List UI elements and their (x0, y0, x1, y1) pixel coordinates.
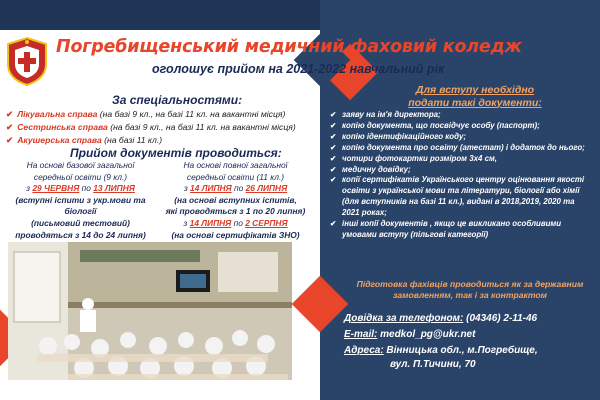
college-emblem-icon (6, 36, 48, 86)
address-line: Адреса: Вінницька обл., м.Погребище, (344, 345, 538, 356)
email-line: E-mail: medkol_pg@ukr.net (344, 329, 476, 340)
specialties-heading: За спеціальностями: (112, 93, 243, 107)
documents-heading: Для вступу необхідно подати такі документи: (408, 84, 542, 109)
page-title: Погребищенський медичний фаховий коледж (56, 37, 522, 57)
page-subtitle: оголошує прийом на 2021-2022 навчальний рік (152, 62, 445, 76)
check-icon: ✔ (6, 109, 14, 119)
list-item: ✔ копію документа про освіту (атестат) і додаток до нього; (330, 143, 592, 154)
phone-line: Довідка за телефоном: (04346) 2-11-46 (344, 313, 538, 324)
list-item: ✔ копію документа, що посвідчує особу (паспорт); (330, 121, 592, 132)
list-item: ✔ Сестринська справа (на базі 9 кл., на базі 11 кл. на вакантні місця) (6, 122, 296, 132)
admission-column-11: На основі повної загальної середньої освіти (11 кл.) з 14 ЛИПНЯ по 26 ЛИПНЯ (на основі вступних іспитів, які проводяться з 1 по 20 липня) з 14 ЛИПНЯ по 2 СЕРПНЯ (на основі сертифікатів ЗНО) (165, 160, 306, 240)
admission-heading: Прийом документів проводиться: (70, 146, 282, 160)
specialties-list (6, 108, 320, 147)
email-link[interactable]: medkol_pg@ukr.net (377, 329, 476, 340)
list-item: ✔ Акушерська справа (на базі 11 кл.) (6, 135, 163, 145)
list-item: ✔ заяву на ім'я директора; (330, 110, 592, 121)
list-item: ✔ інші копії документів , якщо це викликано особливими умовами вступу (пільгові категорії) (330, 219, 592, 241)
admission-column-9: На основі базової загальної середньої освіти (9 кл.) з 29 ЧЕРВНЯ по 13 ЛИПНЯ (вступні іспити з укр.мови та біології (письмовий тестовий) проводяться з 14 до 24 липня) (15, 160, 146, 240)
check-icon: ✔ (6, 122, 14, 132)
list-item: ✔ копію ідентифікаційного коду; (330, 132, 592, 143)
training-note: Підготовка фахівців проводиться як за державним замовленням, так і за контрактом (356, 279, 584, 300)
list-item: ✔ Лікувальна справа (на базі 9 кл., на базі 11 кл. на вакантні місця) (6, 109, 286, 119)
check-icon: ✔ (6, 135, 14, 145)
classroom-illustration (8, 242, 292, 380)
list-item: ✔ копії сертифікатів Українського центру оцінювання якості освіти з української мови та літератури, біології або хімії (для вступників на базі 11 кл.), видані в 2018,2019, 2020 та 2021 роках; (330, 175, 592, 219)
phone-number[interactable]: (04346) 2-11-46 (463, 313, 538, 324)
classroom-photo (8, 242, 292, 380)
list-item: ✔ чотири фотокартки розміром 3х4 см, (330, 154, 592, 165)
list-item: ✔ медичну довідку; (330, 165, 592, 176)
address-line-2: вул. П.Тичини, 70 (390, 359, 476, 370)
documents-list (330, 110, 592, 241)
